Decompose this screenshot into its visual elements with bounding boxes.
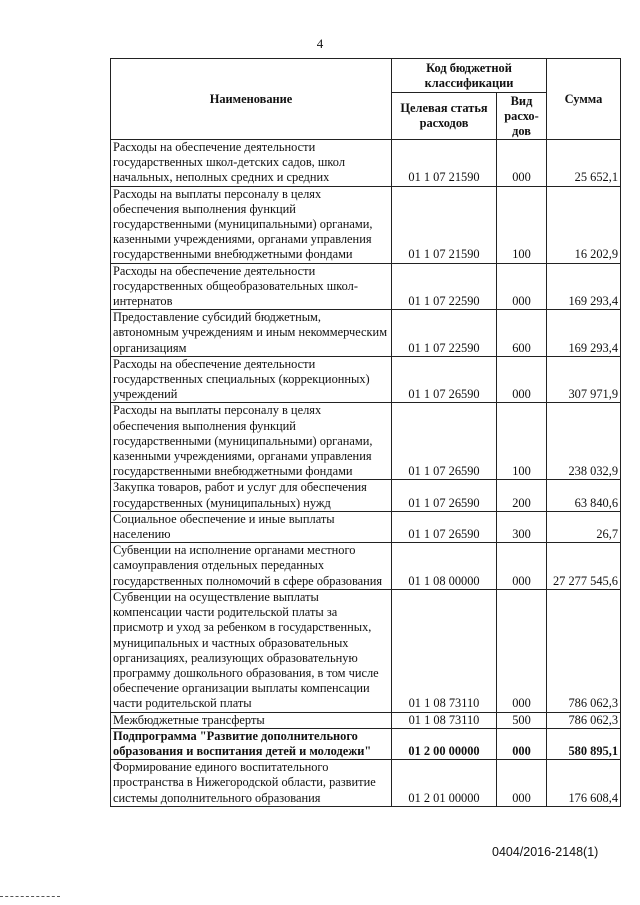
- table-body: [111, 140, 621, 807]
- row-sum: 169 293,4: [547, 310, 621, 357]
- row-code: 01 1 07 21590: [392, 186, 497, 263]
- header-target-article: Целевая статья расходов: [392, 93, 497, 140]
- table-row: [111, 760, 621, 807]
- row-type: 000: [497, 760, 547, 807]
- table-row: [111, 263, 621, 310]
- row-type: 000: [497, 140, 547, 187]
- row-type: 000: [497, 356, 547, 403]
- row-name: Расходы на выплаты персоналу в целях обеспечения выполнения функций государственными (муниципальными) органами, казенными учреждениями, органами управления государственными внебюджетными фондами: [111, 186, 392, 263]
- row-name: Субвенции на исполнение органами местного самоуправления отдельных переданных государственных полномочий в сфере образования: [111, 543, 392, 590]
- row-name: Закупка товаров, работ и услуг для обеспечения государственных (муниципальных) нужд: [111, 480, 392, 511]
- row-name: Предоставление субсидий бюджетным, автономным учреждениям и иным некоммерческим организациям: [111, 310, 392, 357]
- row-sum: 580 895,1: [547, 728, 621, 759]
- table-row: [111, 356, 621, 403]
- row-sum: 786 062,3: [547, 712, 621, 728]
- row-code: 01 1 08 73110: [392, 712, 497, 728]
- table-row: [111, 310, 621, 357]
- row-name: Расходы на обеспечение деятельности государственных школ-детских садов, школ начальных, неполных средних и средних: [111, 140, 392, 187]
- row-name: Межбюджетные трансферты: [111, 712, 392, 728]
- row-name: Расходы на обеспечение деятельности государственных общеобразовательных школ-интернатов: [111, 263, 392, 310]
- table-row: [111, 589, 621, 712]
- table-header: [111, 59, 621, 140]
- table-row: [111, 543, 621, 590]
- row-code: 01 2 01 00000: [392, 760, 497, 807]
- row-name: Подпрограмма "Развитие дополнительного образования и воспитания детей и молодежи": [111, 728, 392, 759]
- row-name: Расходы на выплаты персоналу в целях обеспечения выполнения функций государственными (муниципальными) органами, казенными учреждениями, органами управления государственными внебюджетными фондами: [111, 403, 392, 480]
- row-sum: 26,7: [547, 511, 621, 542]
- row-name: Формирование единого воспитательного пространства в Нижегородской области, развитие системы дополнительного образования: [111, 760, 392, 807]
- header-sum: Сумма: [547, 59, 621, 140]
- row-code: 01 1 07 21590: [392, 140, 497, 187]
- scan-edge-line: [0, 896, 60, 897]
- row-type: 100: [497, 186, 547, 263]
- row-sum: 169 293,4: [547, 263, 621, 310]
- table-row: [111, 511, 621, 542]
- header-code-group: Код бюджетной классификации: [392, 59, 547, 93]
- row-code: 01 1 08 00000: [392, 543, 497, 590]
- row-sum: 25 652,1: [547, 140, 621, 187]
- table-row: [111, 712, 621, 728]
- row-type: 000: [497, 543, 547, 590]
- table-row: [111, 480, 621, 511]
- row-type: 000: [497, 263, 547, 310]
- row-code: 01 1 07 22590: [392, 310, 497, 357]
- table-row: [111, 186, 621, 263]
- header-name: Наименование: [111, 59, 392, 140]
- header-expense-type: Вид расхо-дов: [497, 93, 547, 140]
- row-sum: 307 971,9: [547, 356, 621, 403]
- row-type: 200: [497, 480, 547, 511]
- row-code: 01 1 07 22590: [392, 263, 497, 310]
- row-type: 000: [497, 589, 547, 712]
- row-type: 600: [497, 310, 547, 357]
- row-type: 500: [497, 712, 547, 728]
- row-type: 300: [497, 511, 547, 542]
- row-sum: 238 032,9: [547, 403, 621, 480]
- budget-table: [110, 58, 621, 807]
- row-name: Расходы на обеспечение деятельности государственных специальных (коррекционных) учреждений: [111, 356, 392, 403]
- row-sum: 27 277 545,6: [547, 543, 621, 590]
- document-code: 0404/2016-2148(1): [492, 845, 599, 859]
- row-code: 01 1 07 26590: [392, 511, 497, 542]
- page-number: 4: [316, 36, 324, 51]
- row-sum: 63 840,6: [547, 480, 621, 511]
- row-type: 000: [497, 728, 547, 759]
- row-name: Социальное обеспечение и иные выплаты населению: [111, 511, 392, 542]
- row-code: 01 2 00 00000: [392, 728, 497, 759]
- table-row-subprogram: [111, 728, 621, 759]
- row-code: 01 1 07 26590: [392, 356, 497, 403]
- row-type: 100: [497, 403, 547, 480]
- row-sum: 16 202,9: [547, 186, 621, 263]
- table-row: [111, 403, 621, 480]
- row-code: 01 1 07 26590: [392, 403, 497, 480]
- row-code: 01 1 07 26590: [392, 480, 497, 511]
- row-sum: 786 062,3: [547, 589, 621, 712]
- row-code: 01 1 08 73110: [392, 589, 497, 712]
- row-name: Субвенции на осуществление выплаты компенсации части родительской платы за присмотр и уход за ребенком в государственных, муниципальных и частных образовательных организациях, реализующих образовательную программу дошкольного образования, в том числе обеспечение организации выплаты компенсации части родительской платы: [111, 589, 392, 712]
- row-sum: 176 608,4: [547, 760, 621, 807]
- table-row: [111, 140, 621, 187]
